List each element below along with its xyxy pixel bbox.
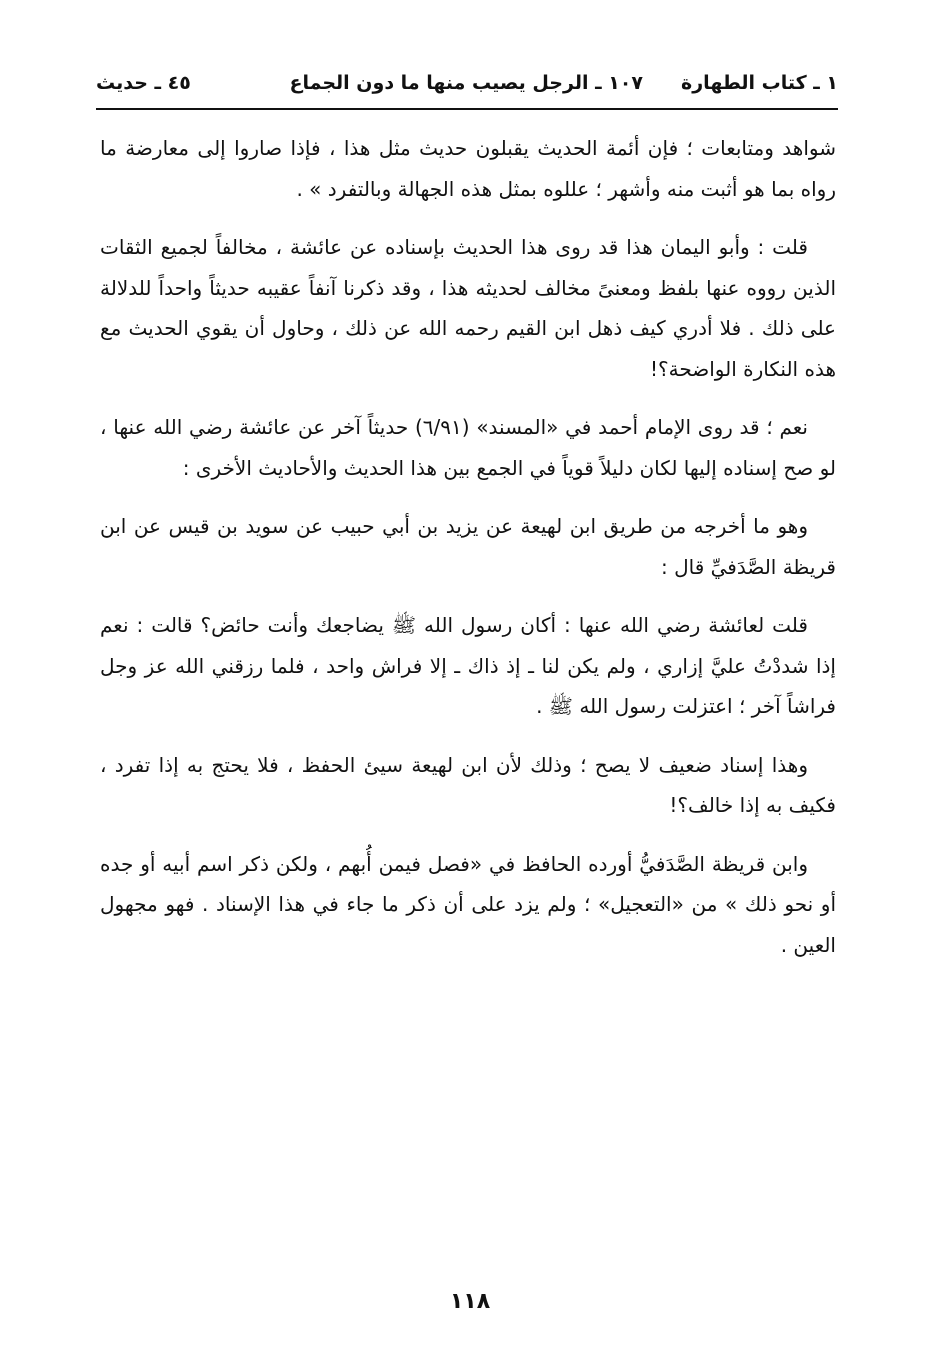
paragraph: قلت : وأبو اليمان هذا قد روى هذا الحديث بإسناده عن عائشة ، مخالفاً لجميع الثقات الذين رووه عنها بلفظ ومعنىً مخالف لحديثه هذا ، وقد ذكرنا آنفاً عقيبه حديثاً واحداً للدلالة على ذلك . فلا أدري كيف ذهل ابن القيم رحمه الله عن ذلك ، وحاول أن يقوي الحديث مع هذه النكارة الواضحة؟! [100,235,836,381]
paragraph: وهو ما أخرجه من طريق ابن لهيعة عن يزيد بن أبي حبيب عن سويد بن قيس عن ابن قريظة الصَّدَفيِّ قال : [100,514,836,579]
header-book-title: ١ ـ كتاب الطهارة [681,72,838,94]
paragraph: وابن قريظة الصَّدَفيُّ أورده الحافظ في «فصل فيمن أُبهم ، ولكن ذكر اسم أبيه أو جده أو نحو ذلك » من «التعجيل» ؛ ولم يزد على أن ذكر ما جاء في هذا الإسناد . فهو مجهول العين . [100,851,836,957]
header-hadith-number: ٤٥ ـ حديث [96,72,191,94]
page-body [100,128,836,983]
paragraph: قلت لعائشة رضي الله عنها : أكان رسول الله ﷺ يضاجعك وأنت حائض؟ قالت : نعم إذا شددْتُ عليَّ إزاري ، ولم يكن لنا ـ إذ ذاك ـ إلا فراش واحد ، فلما رزقني الله عز وجل فراشاً آخر ؛ اعتزلت رسول الله ﷺ . [100,613,836,718]
paragraph: شواهد ومتابعات ؛ فإن أئمة الحديث يقبلون حديث مثل هذا ، فإذا صاروا إلى معارضة ما رواه بما هو أثبت منه وأشهر ؛ عللوه بمثل هذه الجهالة وبالتفرد » . [100,136,836,201]
paragraph: نعم ؛ قد روى الإمام أحمد في «المسند» (٦/٩١) حديثاً آخر عن عائشة رضي الله عنها ، لو صح إسناده إليها لكان دليلاً قوياً في الجمع بين هذا الحديث والأحاديث الأخرى : [100,415,836,480]
header-chapter-title: ١٠٧ ـ الرجل يصيب منها ما دون الجماع [289,72,643,94]
running-header [96,68,838,108]
paragraph: وهذا إسناد ضعيف لا يصح ؛ وذلك لأن ابن لهيعة سيئ الحفظ ، فلا يحتج به إذا تفرد ، فكيف به إذا خالف؟! [100,752,836,817]
page-number: ١١٨ [449,1289,491,1314]
header-rule [96,108,838,110]
